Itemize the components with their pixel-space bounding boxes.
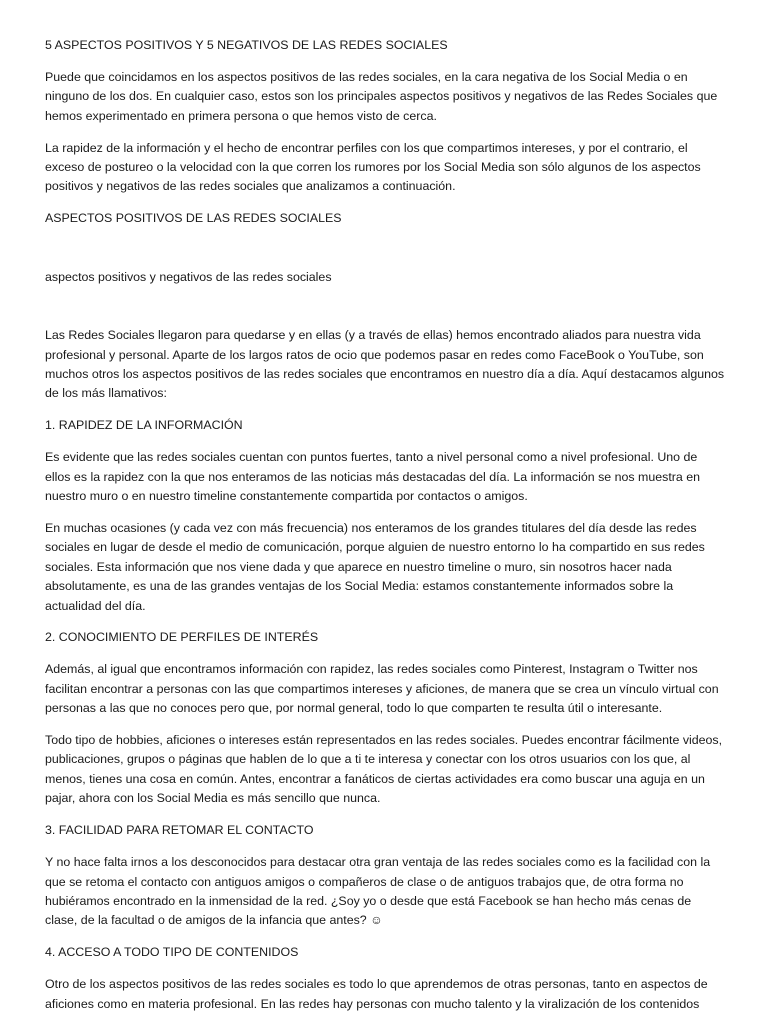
paragraph-2a: Además, al igual que encontramos información con rapidez, las redes sociales como Pinterest, Instagram o Twitter nos facilitan encontrar a personas con las que compartimos intereses y aficiones, de manera que se crea un vínculo virtual con personas a las que no conoces pero que, por normal general, todo lo que comparten te resulta útil o interesante. [45, 662, 719, 716]
heading-1: 1. RAPIDEZ DE LA INFORMACIÓN [45, 418, 243, 433]
heading-3: 3. FACILIDAD PARA RETOMAR EL CONTACTO [45, 823, 314, 838]
paragraph-2b: Todo tipo de hobbies, aficiones o intereses están representados en las redes sociales. Puedes encontrar fácilmente videos, publicaciones, grupos o páginas que hablen de lo que a ti te interesa y conectar con los otros usuarios con los que, al menos, tienes una cosa en común. Antes, encontrar a fanáticos de ciertas actividades era como buscar una aguja en un pajar, ahora con los Social Media es más sencillo que nunca. [45, 733, 723, 806]
positive-intro-paragraph: Las Redes Sociales llegaron para quedarse y en ellas (y a través de ellas) hemos encontrado aliados para nuestra vida profesional y personal. Aparte de los largos ratos de ocio que podemos pasar en redes como FaceBook o YouTube, son muchos otros los aspectos positivos de las redes sociales que encontramos en nuestro día a día. Aquí destacamos algunos de los más llamativos: [45, 328, 725, 401]
document-title: 5 ASPECTOS POSITIVOS Y 5 NEGATIVOS DE LAS REDES SOCIALES [45, 38, 448, 52]
paragraph-1b: En muchas ocasiones (y cada vez con más frecuencia) nos enteramos de los grandes titulares del día desde las redes sociales en lugar de desde el medio de comunicación, porque alguien de nuestro entorno lo ha compartido en sus redes sociales. Esta información que nos viene dada y que aparece en nuestro timeline o muro, sin nosotros hacer nada absolutamente, es una de las grandes ventajas de los Social Media: estamos constantemente informados sobre la actualidad del día. [45, 520, 705, 613]
section-heading-positive: ASPECTOS POSITIVOS DE LAS REDES SOCIALES [45, 211, 342, 226]
heading-2: 2. CONOCIMIENTO DE PERFILES DE INTERÉS [45, 630, 319, 645]
paragraph-3: Y no hace falta irnos a los desconocidos para destacar otra gran ventaja de las redes sociales como es la facilidad con la que se retoma el contacto con antiguos amigos o compañeros de clase o de antiguos trabajos que, de otra forma no hubiéramos encontrado en la inmensidad de la red. ¿Soy yo o desde que está Facebook se han hecho más cenas de clase, de la facultad o de amigos de la infancia que antes? ☺ [45, 855, 711, 928]
paragraph-4: Otro de los aspectos positivos de las redes sociales es todo lo que aprendemos de otras personas, tanto en aspectos de aficiones como en materia profesional. En las redes hay personas con mucho talento y la viralización de los contenidos [45, 977, 708, 1011]
image-caption: aspectos positivos y negativos de las redes sociales [45, 269, 332, 284]
document-page [45, 36, 725, 1026]
intro-paragraph-1: Puede que coincidamos en los aspectos positivos de las redes sociales, en la cara negativa de los Social Media o en ninguno de los dos. En cualquier caso, estos son los principales aspectos positivos y negativos de las Redes Sociales que hemos experimentado en primera persona o que hemos visto de cerca. [45, 69, 718, 123]
heading-4: 4. ACCESO A TODO TIPO DE CONTENIDOS [45, 945, 299, 960]
paragraph-1a: Es evidente que las redes sociales cuentan con puntos fuertes, tanto a nivel personal como a nivel profesional. Uno de ellos es la rapidez con la que nos enteramos de las noticias más destacadas del día. La información se nos muestra en nuestro muro o en nuestro timeline constantemente compartida por contactos o amigos. [45, 450, 701, 503]
intro-paragraph-2: La rapidez de la información y el hecho de encontrar perfiles con los que compartimos intereses, y por el contrario, el exceso de postureo o la velocidad con la que corren los rumores por los Social Media son sólo algunos de los aspectos positivos y negativos de las redes sociales que analizamos a continuación. [45, 140, 701, 194]
